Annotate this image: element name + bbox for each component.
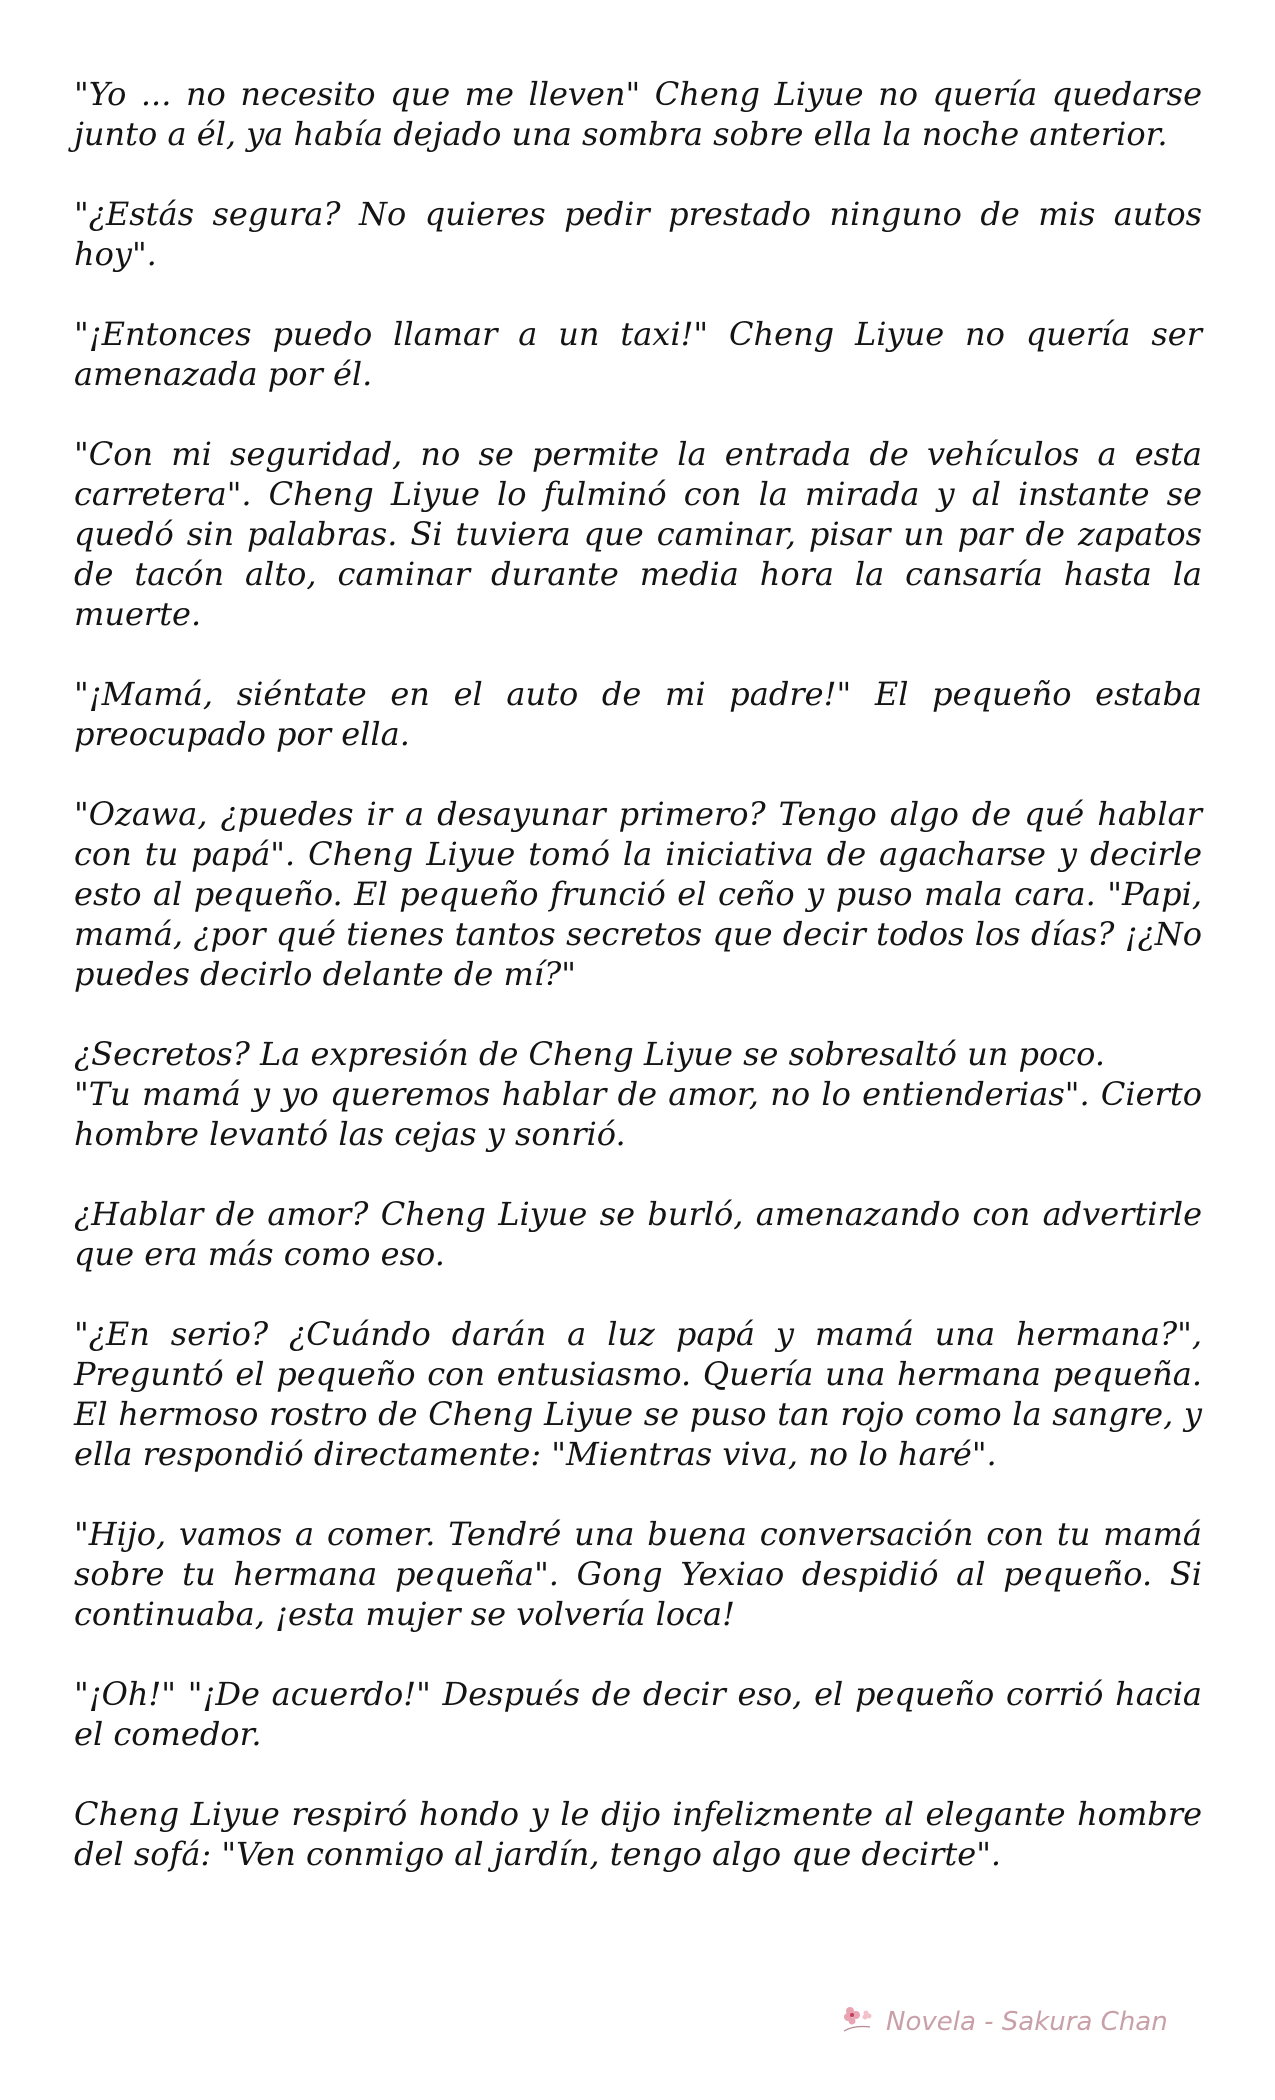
paragraph-12: "¡Oh!" "¡De acuerdo!" Después de decir eso, el pequeño corrió hacia el comedor.	[74, 1675, 1202, 1753]
watermark	[840, 2000, 1168, 2044]
paragraph-8: "Tu mamá y yo queremos hablar de amor, no lo entienderias". Cierto hombre levantó las cejas y sonrió.	[74, 1075, 1202, 1153]
paragraph-1: "Yo ... no necesito que me lleven" Cheng Liyue no quería quedarse junto a él, ya había dejado una sombra sobre ella la noche anterior.	[74, 75, 1202, 153]
paragraph-7: ¿Secretos? La expresión de Cheng Liyue se sobresaltó un poco.	[74, 1035, 1106, 1073]
paragraph-10: "¿En serio? ¿Cuándo darán a luz papá y mamá una hermana?", Preguntó el pequeño con entusiasmo. Quería una hermana pequeña. El hermoso rostro de Cheng Liyue se puso tan rojo como la sangre, y ella respondió directamente: "Mientras viva, no lo haré".	[74, 1315, 1202, 1473]
sakura-flower-icon	[840, 2003, 876, 2042]
paragraph-9: ¿Hablar de amor? Cheng Liyue se burló, amenazando con advertirle que era más como eso.	[74, 1195, 1202, 1273]
paragraph-5: "¡Mamá, siéntate en el auto de mi padre!" El pequeño estaba preocupado por ella.	[74, 675, 1202, 753]
document-body	[74, 74, 1202, 1874]
paragraph-7-group	[74, 1034, 1202, 1154]
paragraph-3: "¡Entonces puedo llamar a un taxi!" Cheng Liyue no quería ser amenazada por él.	[74, 315, 1202, 393]
watermark-text: Novela - Sakura Chan	[886, 2007, 1168, 2037]
paragraph-13: Cheng Liyue respiró hondo y le dijo infelizmente al elegante hombre del sofá: "Ven conmigo al jardín, tengo algo que decirte".	[74, 1795, 1202, 1873]
paragraph-11: "Hijo, vamos a comer. Tendré una buena conversación con tu mamá sobre tu hermana pequeña". Gong Yexiao despidió al pequeño. Si continuaba, ¡esta mujer se volvería loca!	[74, 1515, 1202, 1633]
paragraph-2: "¿Estás segura? No quieres pedir prestado ninguno de mis autos hoy".	[74, 195, 1202, 273]
paragraph-4: "Con mi seguridad, no se permite la entrada de vehículos a esta carretera". Cheng Liyue lo fulminó con la mirada y al instante se quedó sin palabras. Si tuviera que caminar, pisar un par de zapatos de tacón alto, caminar durante media hora la cansaría hasta la muerte.	[74, 435, 1202, 633]
paragraph-6: "Ozawa, ¿puedes ir a desayunar primero? Tengo algo de qué hablar con tu papá". Cheng Liyue tomó la iniciativa de agacharse y decirle esto al pequeño. El pequeño frunció el ceño y puso mala cara. "Papi, mamá, ¿por qué tienes tantos secretos que decir todos los días? ¡¿No puedes decirlo delante de mí?"	[74, 795, 1202, 993]
